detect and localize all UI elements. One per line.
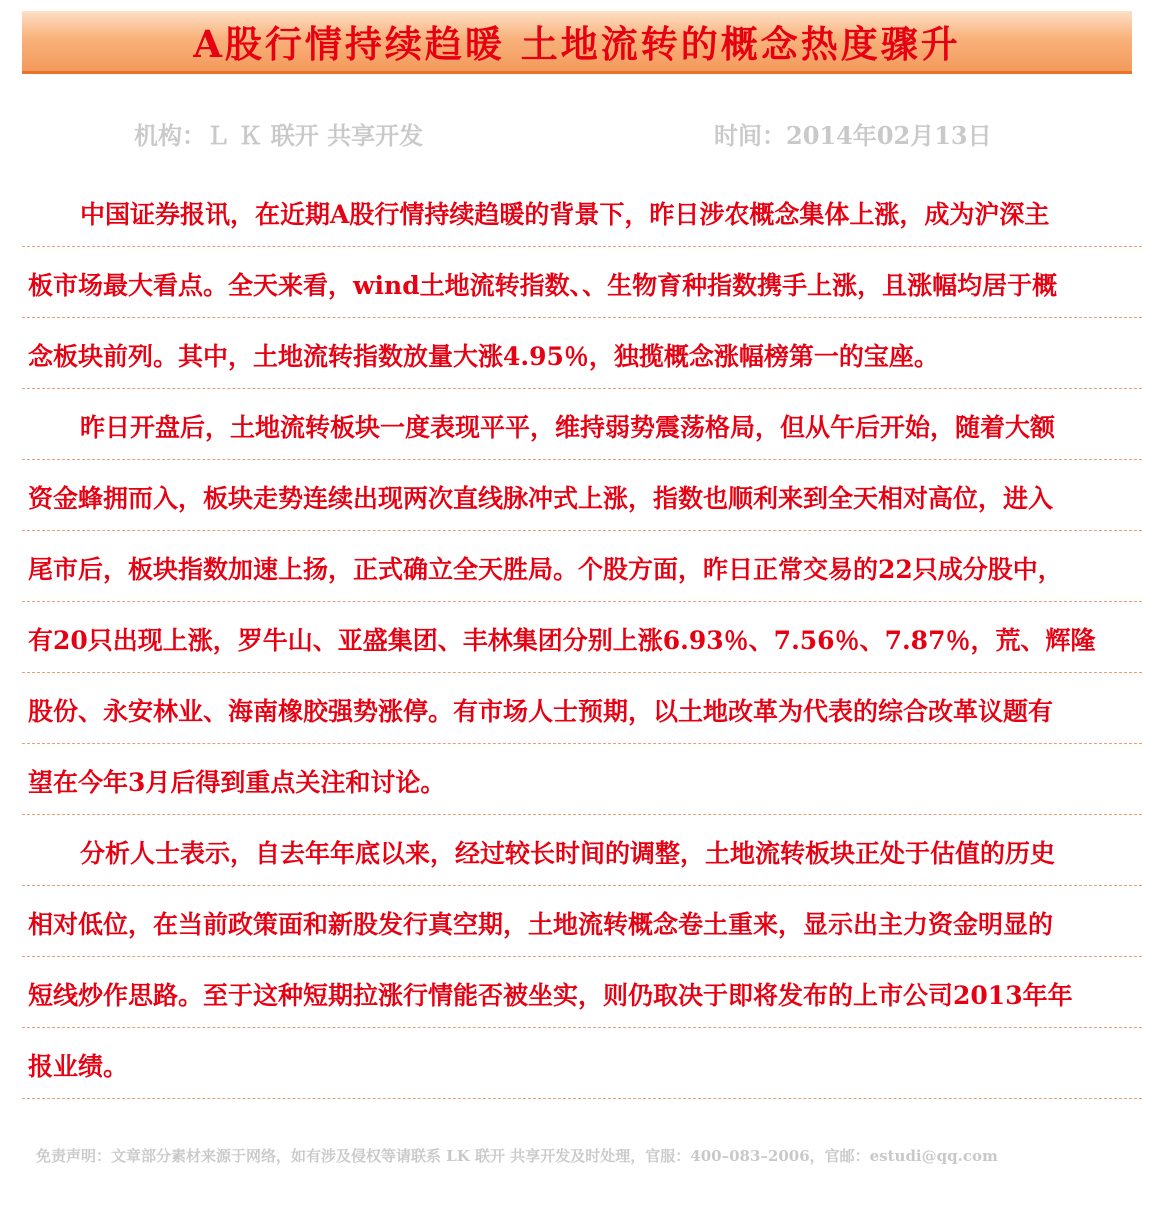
page-title: A股行情持续趋暖 土地流转的概念热度骤升 — [193, 22, 961, 66]
article-line: 短线炒作思路。至于这种短期拉涨行情能否被坐实，则仍取决于即将发布的上市公司2013年年 — [22, 957, 1142, 1028]
organization-label: 机构：Ｌ Ｋ 联开 共享开发 — [134, 121, 424, 150]
article-line: 报业绩。 — [22, 1028, 1142, 1099]
article-line: 股份、永安林业、海南橡胶强势涨停。有市场人士预期，以土地改革为代表的综合改革议题有 — [22, 673, 1142, 744]
article-line: 尾市后，板块指数加速上扬，正式确立全天胜局。个股方面，昨日正常交易的22只成分股中， — [22, 531, 1142, 602]
article-body — [22, 176, 1142, 1099]
article-line: 相对低位，在当前政策面和新股发行真空期，土地流转概念卷土重来，显示出主力资金明显的 — [22, 886, 1142, 957]
article-line: 中国证券报讯，在近期A股行情持续趋暖的背景下，昨日涉农概念集体上涨，成为沪深主 — [22, 176, 1142, 247]
article-line: 有20只出现上涨，罗牛山、亚盛集团、丰林集团分别上涨6.93％、7.56％、7.87％，荒、辉隆 — [22, 602, 1142, 673]
date-label: 时间：2014年02月13日 — [714, 121, 992, 150]
article-line: 望在今年3月后得到重点关注和讨论。 — [22, 744, 1142, 815]
article-line: 念板块前列。其中，土地流转指数放量大涨4.95％，独揽概念涨幅榜第一的宝座。 — [22, 318, 1142, 389]
article-line: 资金蜂拥而入，板块走势连续出现两次直线脉冲式上涨，指数也顺利来到全天相对高位，进入 — [22, 460, 1142, 531]
article-line: 板市场最大看点。全天来看，wind土地流转指数、、生物育种指数携手上涨，且涨幅均居于概 — [22, 247, 1142, 318]
disclaimer-footer: 免责声明：文章部分素材来源于网络，如有涉及侵权等请联系 LK 联开 共享开发及时处理，官服：400–083–2006，官邮：estudi@qq.com — [36, 1147, 998, 1165]
title-banner — [22, 11, 1132, 74]
article-line: 昨日开盘后，土地流转板块一度表现平平，维持弱势震荡格局，但从午后开始，随着大额 — [22, 389, 1142, 460]
article-line: 分析人士表示，自去年年底以来，经过较长时间的调整，土地流转板块正处于估值的历史 — [22, 815, 1142, 886]
